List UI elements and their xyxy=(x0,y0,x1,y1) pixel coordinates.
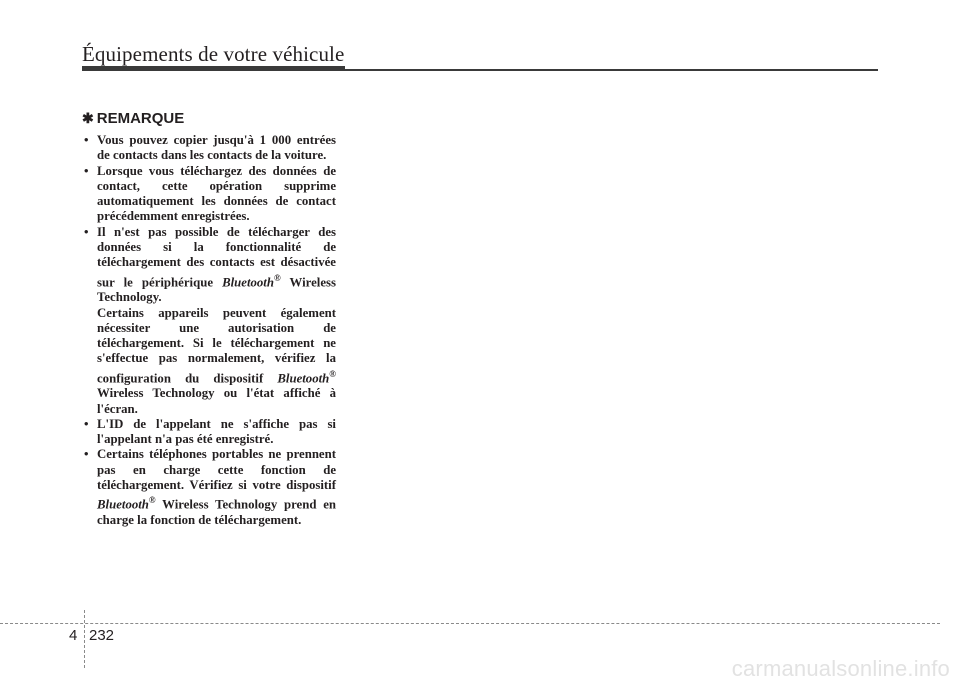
note-list xyxy=(82,133,336,528)
note-item-3 xyxy=(82,225,336,417)
footer-rule xyxy=(0,623,940,624)
footer-divider xyxy=(84,610,85,668)
note-item-5-text-b: Wireless Technology prend en charge la fonction de téléchargement. xyxy=(97,497,336,527)
registered-mark: ® xyxy=(273,272,281,283)
note-item-5-text-a: Certains téléphones portables ne prennent pas en charge cette fonction de téléchargement. Vérifiez si votre dispositif xyxy=(97,447,336,493)
note-item-3-para2-b: Wireless Technology ou l'état affiché à l'écran. xyxy=(97,386,336,416)
registered-mark: ® xyxy=(329,368,337,379)
asterisk-icon: ✱ xyxy=(82,110,94,126)
page-header-title: Équipements de votre véhicule xyxy=(82,42,345,66)
note-box xyxy=(82,110,336,528)
bluetooth-brand: Bluetooth xyxy=(97,497,149,512)
bluetooth-brand: Bluetooth xyxy=(277,370,330,385)
header-rule-thick xyxy=(82,66,345,71)
note-item-5 xyxy=(82,447,336,528)
note-heading-text: REMARQUE xyxy=(96,110,185,127)
note-item-4: • L'ID de l'appelant ne s'affiche pas si l'appelant n'a pas été enregistré. xyxy=(82,417,336,448)
chapter-number: 4 xyxy=(69,627,78,644)
watermark: carmanualsonline.info xyxy=(731,656,950,681)
note-item-2: • Lorsque vous téléchargez des données de contact, cette opération supprime automatiquement les données de contact précédemment enregistrées. xyxy=(82,164,336,225)
registered-mark: ® xyxy=(148,495,156,506)
note-item-3-text-a: Il n'est pas possible de télécharger des données si la fonctionnalité de téléchargement des contacts est désactivée sur le périphérique xyxy=(97,224,336,289)
note-item-3-para2 xyxy=(97,306,336,417)
header-rule-thin xyxy=(345,69,878,71)
note-item-3-para2-a: Certains appareils peuvent également nécessiter une autorisation de téléchargement. Si le téléchargement ne s'effectue pas normalement, vérifiez la configuration du dispositif xyxy=(97,305,336,385)
page-number: 232 xyxy=(89,627,115,644)
bluetooth-brand: Bluetooth xyxy=(222,274,274,289)
note-item-3-text-b: Wireless Technology. xyxy=(97,274,336,305)
note-item-1: • Vous pouvez copier jusqu'à 1 000 entrées de contacts dans les contacts de la voiture. xyxy=(82,133,336,164)
note-heading xyxy=(82,110,336,127)
